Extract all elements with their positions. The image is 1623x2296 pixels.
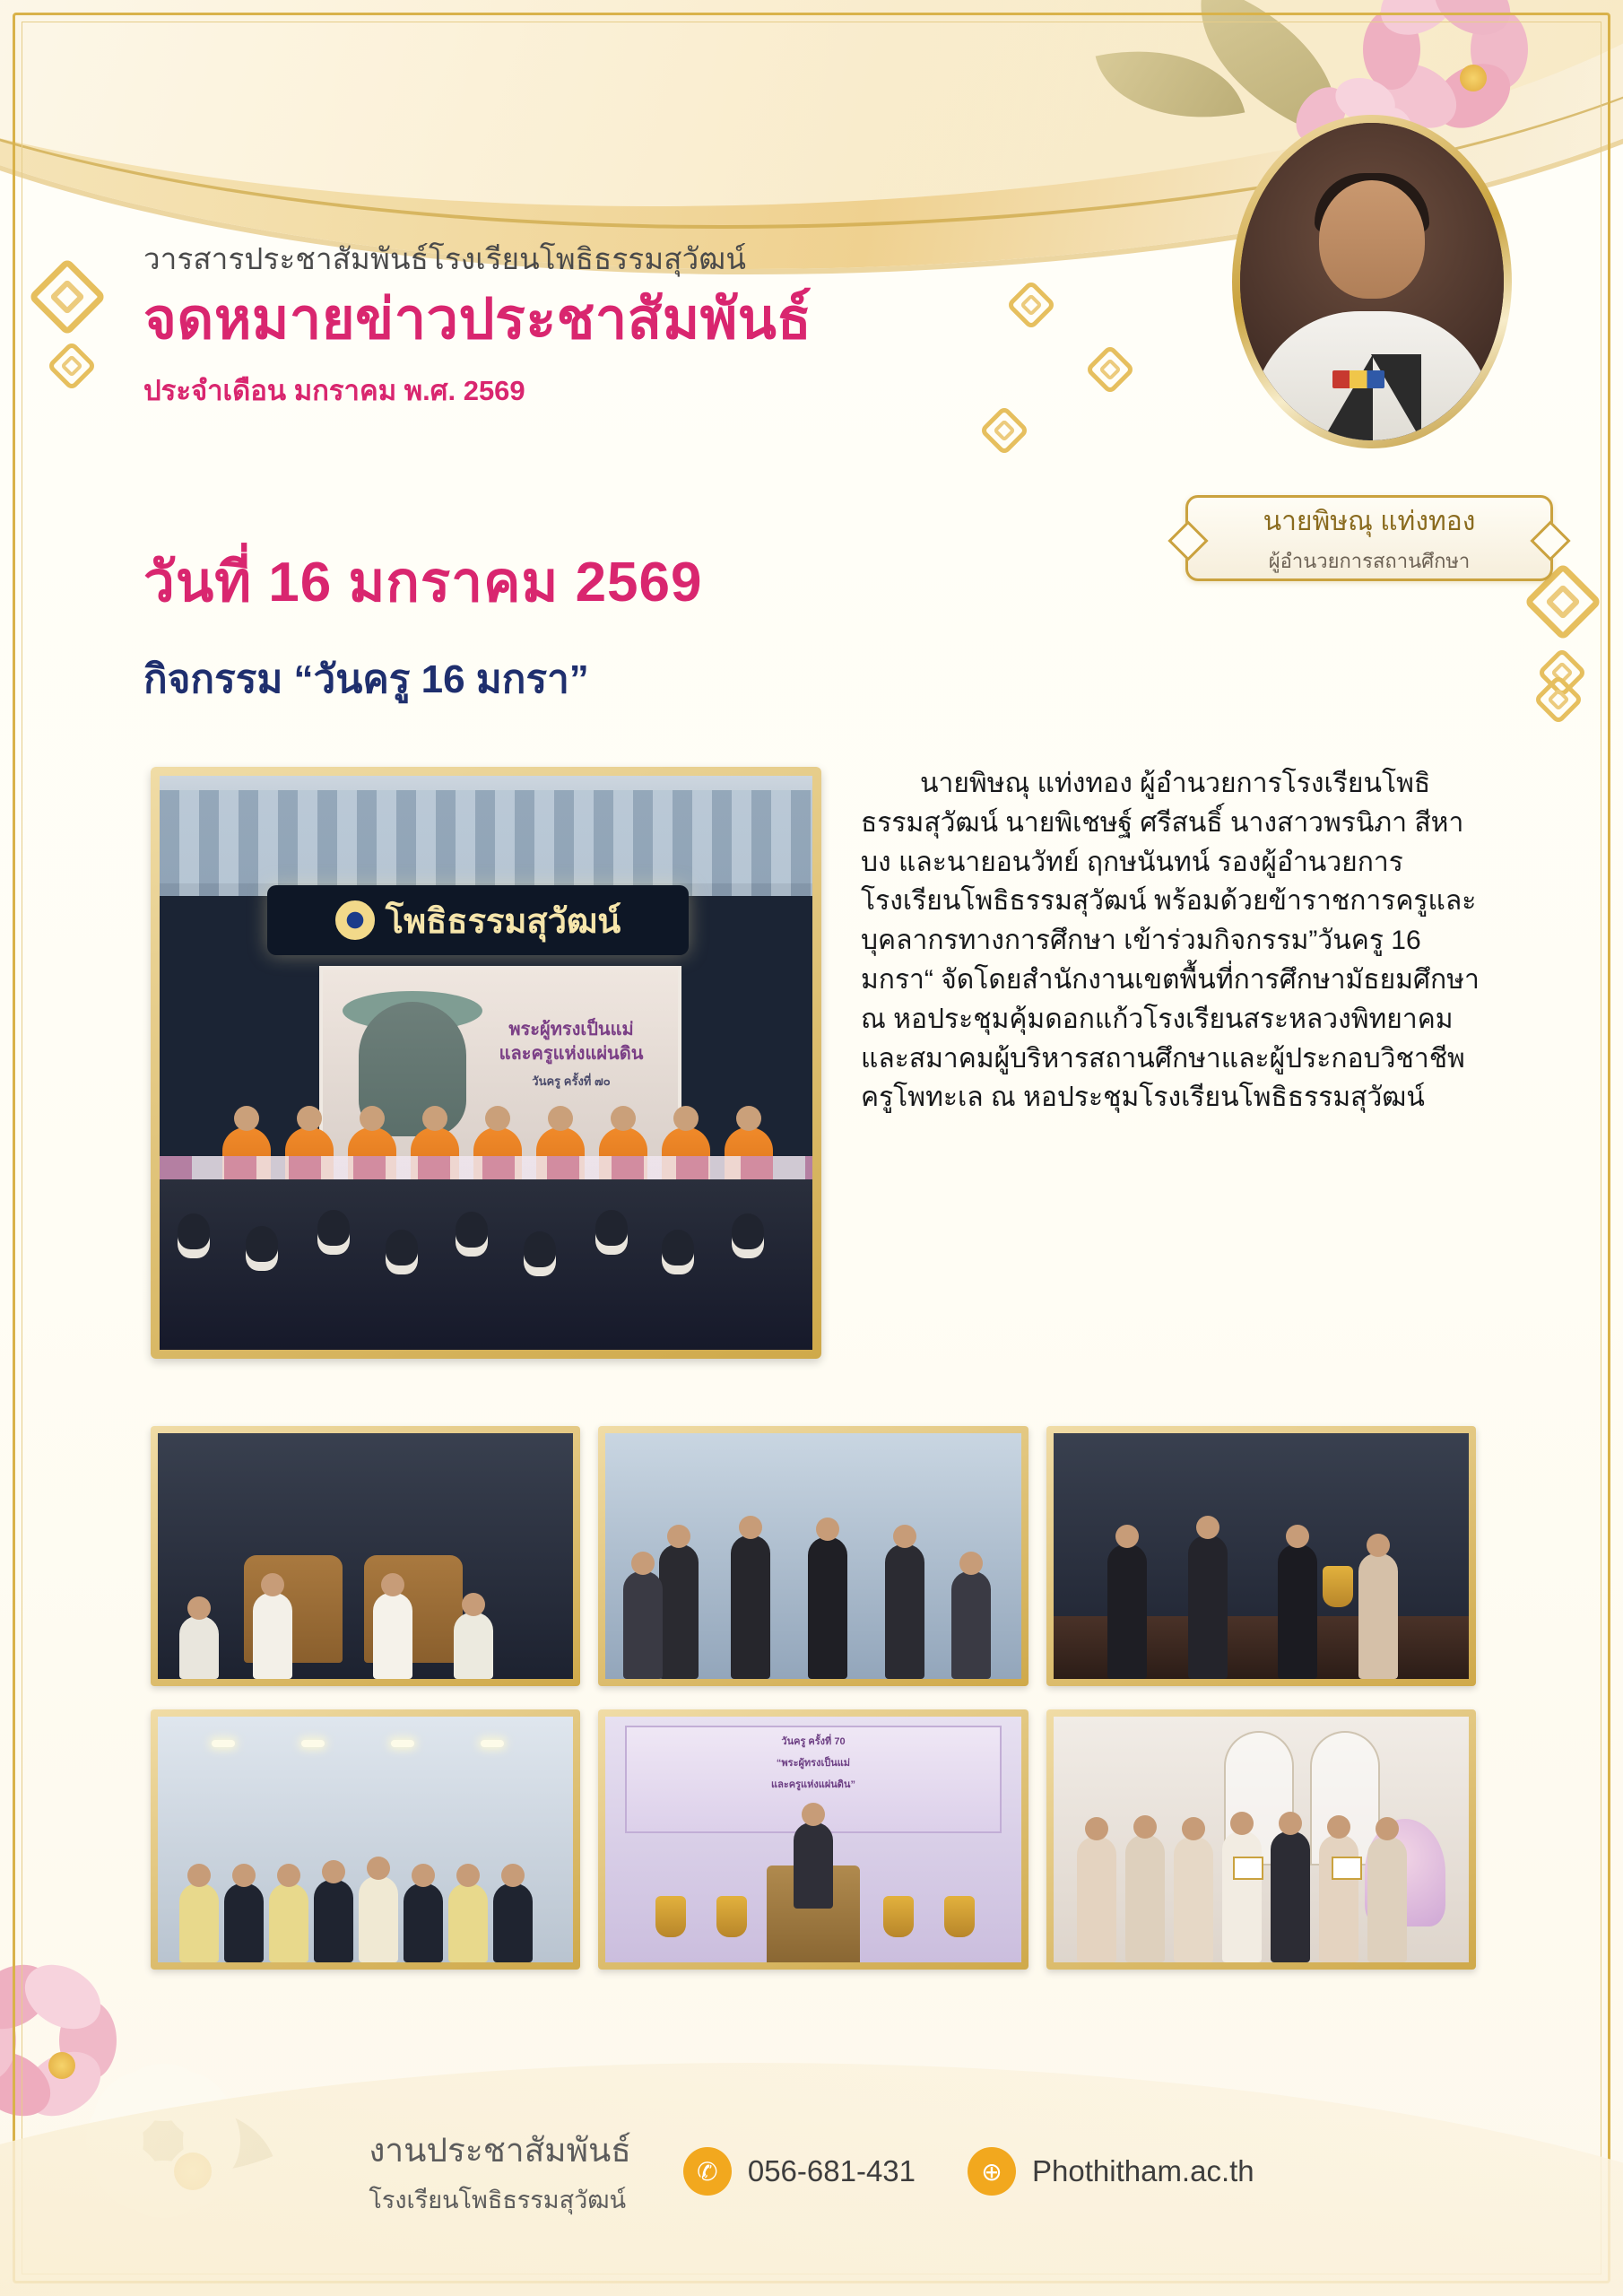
thai-motif-left — [39, 269, 95, 384]
hall-sign-text: โพธิธรรมสุวัฒน์ — [385, 902, 621, 941]
director-role: ผู้อำนวยการสถานศึกษา — [1268, 549, 1471, 572]
page-footer — [0, 2000, 1623, 2296]
photo-gallery — [151, 1426, 1476, 1970]
dharma-wheel-icon — [335, 900, 375, 940]
footer-phone-number: 056-681-431 — [747, 2154, 916, 2187]
director-portrait — [1232, 115, 1512, 448]
gallery-item — [1046, 1709, 1476, 1970]
banner-line-1: วันครู ครั้งที่ 70 — [781, 1736, 846, 1747]
page-title: จดหมายข่าวประชาสัมพันธ์ — [143, 288, 812, 351]
banner-line-2: “พระผู้ทรงเป็นแม่ — [776, 1758, 851, 1769]
director-name: นายพิษณุ แท่งทอง — [1263, 506, 1476, 536]
hall-sign — [267, 885, 689, 955]
event-date: วันที่ 16 มกราคม 2569 — [143, 552, 703, 613]
director-nameplate — [1185, 495, 1553, 581]
article-text: นายพิษณุ แท่งทอง ผู้อำนวยการโรงเรียนโพธิธรรมสุวัฒน์ นายพิเชษฐ์ ศรีสนธิ์ นางสาวพรนิภา สีหาบง และนายอนวัทย์ ฤกษนันทน์ รองผู้อำนวยการโรงเรียนโพธิธรรมสุวัฒน์ พร้อมด้วยข้าราชการครูและบุคลากรทางการศึกษา เข้าร่วมกิจกรรม”วันครู 16 มกรา“ จัดโดยสำนักงานเขตพื้นที่การศึกษามัธยมศึกษา ณ หอประชุมคุ้มดอกแก้วโรงเรียนสระหลวงพิทยาคม และสมาคมผู้บริหารสถานศึกษาและผู้ประกอบวิชาชีพครูโพทะเล ณ หอประชุมโรงเรียนโพธิธรรมสุวัฒน์ — [861, 769, 1480, 1113]
footer-website-url: Phothitham.ac.th — [1032, 2154, 1254, 2187]
footer-organization — [369, 2124, 631, 2219]
footer-website[interactable] — [968, 2147, 1254, 2196]
gallery-item — [151, 1709, 580, 1970]
footer-org-line-2: โรงเรียนโพธิธรรมสุวัฒน์ — [369, 2187, 627, 2213]
portrait-photo — [1240, 123, 1504, 440]
phone-icon: ✆ — [683, 2147, 732, 2196]
gallery-item — [1046, 1426, 1476, 1686]
footer-phone[interactable] — [683, 2147, 916, 2196]
screen-line-1: พระผู้ทรงเป็นแม่ — [508, 1020, 634, 1039]
hero-photo — [151, 767, 821, 1359]
publication-kicker: วารสารประชาสัมพันธ์โรงเรียนโพธิธรรมสุวัฒน์ — [143, 242, 747, 275]
screen-line-2: และครูแห่งแผ่นดิน — [499, 1044, 644, 1064]
thai-motif-right — [1535, 574, 1591, 691]
masthead — [143, 235, 1130, 413]
event-name: กิจกรรม “วันครู 16 มกรา” — [143, 657, 589, 701]
gallery-item — [598, 1709, 1028, 1970]
globe-icon: ⊕ — [968, 2147, 1016, 2196]
banner-line-3: และครูแห่งแผ่นดิน” — [771, 1779, 855, 1790]
screen-line-3: วันครู ครั้งที่ ๗๐ — [532, 1074, 611, 1088]
article-body — [861, 764, 1488, 1118]
gallery-item — [598, 1426, 1028, 1686]
footer-org-line-1: งานประชาสัมพันธ์ — [369, 2132, 631, 2169]
issue-month: ประจำเดือน มกราคม พ.ศ. 2569 — [143, 374, 525, 406]
gallery-item — [151, 1426, 580, 1686]
thai-motif-center-c — [979, 405, 1030, 457]
event-heading — [143, 538, 1130, 710]
